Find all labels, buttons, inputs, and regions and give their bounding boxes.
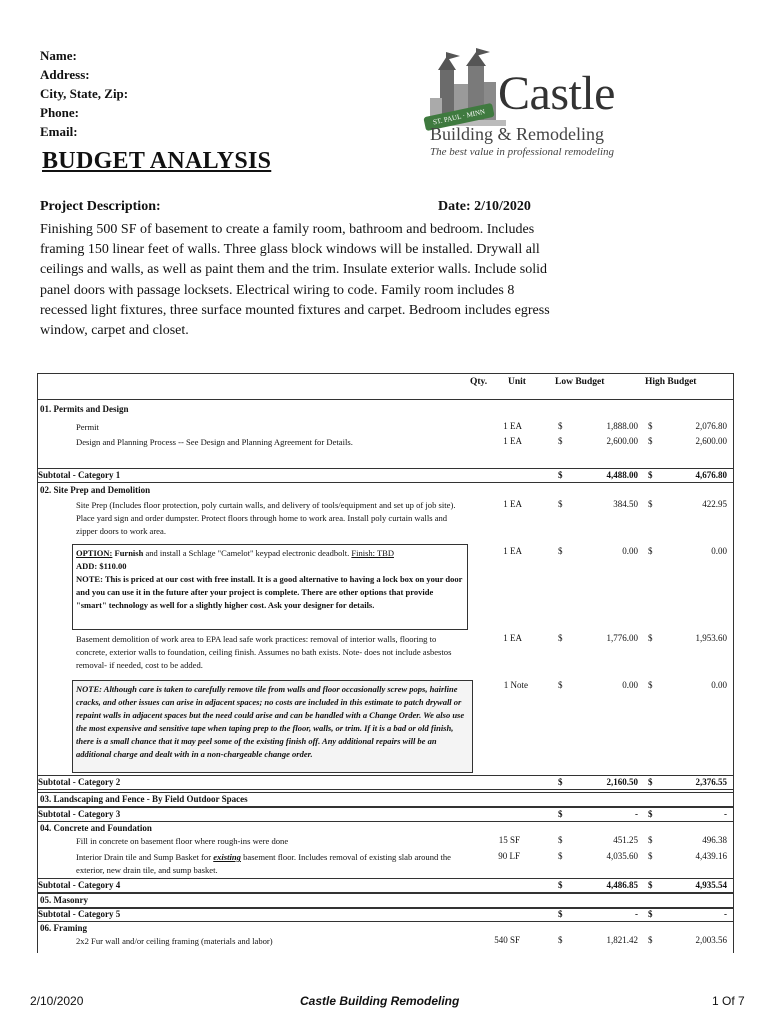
subtotal-label: Subtotal - Category 2 <box>38 777 121 787</box>
currency-symbol: $ <box>558 633 563 643</box>
col-high-budget: High Budget <box>645 377 697 387</box>
category-2-title: 02. Site Prep and Demolition <box>40 485 151 495</box>
currency-symbol: $ <box>648 851 653 861</box>
subtotal-low: 2,160.50 <box>606 777 638 787</box>
currency-symbol: $ <box>558 777 563 787</box>
footer-page: 1 Of 7 <box>712 994 745 1008</box>
line-item-high: 496.38 <box>702 835 727 845</box>
line-item-qty: 1 Note <box>503 680 528 690</box>
category-5-title: 05. Masonry <box>40 895 88 905</box>
line-item-desc: Basement demolition of work area to EPA lead safe work practices: removal of interior walls, flooring to concrete, exterior walls to foundation, ceiling finish. Assumes no bath exists. Note- does not include asbestos removal- if needed, cost to be added. <box>76 634 452 670</box>
currency-symbol: $ <box>558 880 563 890</box>
line-item-desc <box>76 851 466 877</box>
subtotal-label: Subtotal - Category 5 <box>38 909 121 919</box>
footer-company: Castle Building Remodeling <box>300 994 460 1008</box>
line-item-high: 4,439.16 <box>695 851 727 861</box>
category-row <box>37 893 734 908</box>
currency-symbol: $ <box>648 436 653 446</box>
currency-symbol: $ <box>558 436 563 446</box>
desc-part: Interior Drain tile and Sump Basket for <box>76 852 214 862</box>
subtotal-label: Subtotal - Category 3 <box>38 809 121 819</box>
footer-date: 2/10/2020 <box>30 994 84 1008</box>
currency-symbol: $ <box>558 851 563 861</box>
address-label: Address: <box>40 67 90 82</box>
currency-symbol: $ <box>558 680 563 690</box>
subtotal-high: 2,376.55 <box>695 777 727 787</box>
line-item-high: 0.00 <box>711 546 727 556</box>
currency-symbol: $ <box>558 499 563 509</box>
col-low-budget: Low Budget <box>555 377 605 387</box>
line-item-low: 2,600.00 <box>606 436 638 446</box>
option-add: ADD: $110.00 <box>76 561 127 571</box>
currency-symbol: $ <box>648 470 653 480</box>
subtotal-label: Subtotal - Category 1 <box>38 470 121 480</box>
line-item-low: 1,776.00 <box>606 633 638 643</box>
currency-symbol: $ <box>648 421 653 431</box>
category-6-title: 06. Framing <box>40 923 87 933</box>
line-item-low: 451.25 <box>613 835 638 845</box>
currency-symbol: $ <box>648 809 653 819</box>
subtotal-low: 4,486.85 <box>606 880 638 890</box>
line-item-low: 384.50 <box>613 499 638 509</box>
currency-symbol: $ <box>648 499 653 509</box>
disclaimer-note-box: NOTE: Although care is taken to carefully remove tile from walls and floor occasionally screw pops, hairline cracks, and other issues can arise in adjacent spaces; no costs are included in this estimate to patch drywall or repaint walls in adjacent spaces but the need could arise and can be handled with a Change Order. We also use the most expensive and sensitive tape when taping prep to the floor, walls, or trim. If it is a bad or old finish, there is a small chance that it may peel some of the existing finish off. Any additional repairs will be an additional charge and dealt with in a non-chargeable change order. <box>72 680 473 773</box>
email-label: Email: <box>40 124 78 139</box>
currency-symbol: $ <box>648 835 653 845</box>
subtotal-low: 4,488.00 <box>606 470 638 480</box>
city-label: City, State, Zip: <box>40 86 129 101</box>
currency-symbol: $ <box>648 935 653 945</box>
currency-symbol: $ <box>648 777 653 787</box>
line-item-high: 2,600.00 <box>695 436 727 446</box>
line-item-qty: 1 EA <box>503 436 522 446</box>
name-label: Name: <box>40 48 77 63</box>
category-1-title: 01. Permits and Design <box>40 404 129 414</box>
currency-symbol: $ <box>648 546 653 556</box>
currency-symbol: $ <box>558 546 563 556</box>
desc-part: basement floor. Includes removal of existing slab around the exterior, new drain tile, and sump basket. <box>76 852 451 875</box>
logo-word: Castle <box>498 67 615 120</box>
currency-symbol: $ <box>648 880 653 890</box>
subtotal-high: - <box>724 809 727 819</box>
line-item-low: 4,035.60 <box>606 851 638 861</box>
currency-symbol: $ <box>648 680 653 690</box>
category-3-title: 03. Landscaping and Fence - By Field Outdoor Spaces <box>40 794 248 804</box>
line-item-low: 1,888.00 <box>606 421 638 431</box>
line-item-desc: Site Prep (Includes floor protection, poly curtain walls, and delivery of tools/equipment and set up of job site). Place yard sign and order dumpster. Protect floors through home to work area. Install poly curtain walls and zipper doors to work area. <box>76 500 456 536</box>
subtotal-label: Subtotal - Category 4 <box>38 880 121 890</box>
line-item-high: 2,003.56 <box>695 935 727 945</box>
logo-subtitle: Building & Remodeling <box>430 124 604 144</box>
line-item-desc: 2x2 Fur wall and/or ceiling framing (materials and labor) <box>76 936 273 946</box>
line-item-low: 1,821.42 <box>606 935 638 945</box>
line-item-qty: 1 EA <box>503 633 522 643</box>
line-item-high: 2,076.80 <box>695 421 727 431</box>
desc-emphasis: existing <box>213 852 241 862</box>
client-info <box>40 46 128 141</box>
line-item-qty: 1 EA <box>503 499 522 509</box>
currency-symbol: $ <box>558 421 563 431</box>
project-description-label: Project Description: <box>40 199 161 214</box>
currency-symbol: $ <box>558 470 563 480</box>
subtotal-low: - <box>635 909 638 919</box>
line-item-qty: 90 LF <box>498 851 520 861</box>
line-item-high: 0.00 <box>711 680 727 690</box>
logo-banner: ST. PAUL · MINN <box>423 103 494 131</box>
logo-tagline: The best value in professional remodeling <box>430 146 615 158</box>
option-finish: Finish: TBD <box>351 548 394 558</box>
currency-symbol: $ <box>558 809 563 819</box>
option-label: OPTION: <box>76 548 113 558</box>
currency-symbol: $ <box>558 935 563 945</box>
option-text: and install a Schlage "Camelot" keypad electronic deadbolt. <box>143 548 352 558</box>
col-qty: Qty. <box>470 377 488 387</box>
currency-symbol: $ <box>558 909 563 919</box>
line-item-desc: Design and Planning Process -- See Design and Planning Agreement for Details. <box>76 437 353 447</box>
currency-symbol: $ <box>648 909 653 919</box>
option-note: NOTE: This is priced at our cost with free install. It is a good alternative to having a lock box on your door and you can use it in the future after your project is complete. There are other options that provide "smart" technology as well for a slightly higher cost. Ask your designer for details. <box>76 574 463 610</box>
currency-symbol: $ <box>648 633 653 643</box>
subtotal-high: 4,935.54 <box>695 880 727 890</box>
line-item-qty: 540 SF <box>494 935 520 945</box>
header-divider <box>37 399 734 400</box>
castle-logo <box>418 48 628 162</box>
col-unit: Unit <box>508 377 526 387</box>
line-item-desc: Permit <box>76 422 99 432</box>
page-title: BUDGET ANALYSIS <box>42 148 272 174</box>
line-item-low: 0.00 <box>622 546 638 556</box>
phone-label: Phone: <box>40 105 79 120</box>
line-item-qty: 1 EA <box>503 546 522 556</box>
currency-symbol: $ <box>558 835 563 845</box>
line-item-high: 422.95 <box>702 499 727 509</box>
subtotal-low: - <box>635 809 638 819</box>
project-date: Date: 2/10/2020 <box>438 199 531 214</box>
line-item-qty: 15 SF <box>498 835 520 845</box>
option-note-box <box>72 544 468 630</box>
category-4-title: 04. Concrete and Foundation <box>40 823 152 833</box>
project-description: Finishing 500 SF of basement to create a family room, bathroom and bedroom. Includes framing 150 linear feet of walls. Three glass block windows will be installed. Drywall all ceilings and walls, as well as paint them and the trim. Insulate exterior walls. Include solid panel doors with passage locksets. Electrical wiring to code. Family room includes 8 recessed light fixtures, three surface mounted fixtures and carpet. Bedroom includes egress window, carpet and closet. <box>40 222 550 339</box>
line-item-low: 0.00 <box>622 680 638 690</box>
line-item-high: 1,953.60 <box>695 633 727 643</box>
line-item-desc: Fill in concrete on basement floor where rough-ins were done <box>76 836 289 846</box>
line-item-qty: 1 EA <box>503 421 522 431</box>
option-furnish: Furnish <box>114 548 144 558</box>
subtotal-high: 4,676.80 <box>695 470 727 480</box>
subtotal-high: - <box>724 909 727 919</box>
